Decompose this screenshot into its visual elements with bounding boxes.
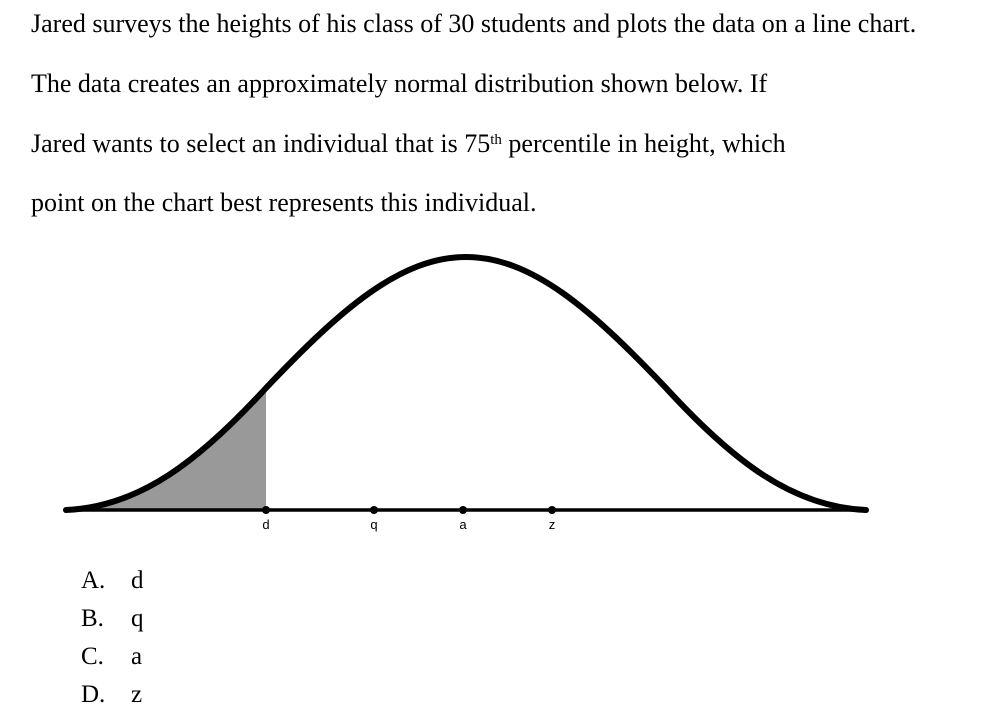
question-line-3-end: percentile in height, which — [501, 129, 786, 158]
choice-b-letter: B. — [81, 605, 104, 632]
point-z-label: z — [548, 517, 556, 532]
question-line-3-start: Jared wants to select an individual that is 75 — [31, 129, 491, 158]
choice-c[interactable] — [81, 642, 142, 672]
choice-a[interactable] — [81, 566, 144, 596]
choice-d-text: z — [131, 681, 143, 708]
point-d-marker — [262, 506, 270, 514]
choice-d-letter: D. — [81, 681, 106, 708]
question-line-2: The data creates an approximately normal distribution shown below. If — [31, 69, 768, 98]
point-q-marker — [370, 506, 378, 514]
ordinal-suffix: th — [490, 131, 502, 148]
choice-c-text: a — [131, 643, 143, 670]
choice-a-text: d — [131, 567, 144, 594]
choice-a-letter: A. — [81, 567, 106, 594]
question-line-1: Jared surveys the heights of his class of 30 students and plots the data on a line chart. — [31, 9, 917, 38]
choice-c-letter: C. — [81, 643, 104, 670]
point-z-marker — [548, 506, 556, 514]
choice-b[interactable] — [81, 604, 144, 634]
shaded-area-left-of-d — [66, 388, 266, 510]
point-a-label: a — [459, 517, 467, 532]
point-q-label: q — [370, 517, 378, 532]
question-line-4: point on the chart best represents this individual. — [31, 188, 537, 217]
choice-d[interactable] — [81, 680, 142, 710]
choice-b-text: q — [131, 605, 144, 632]
point-a-marker — [459, 506, 467, 514]
point-d-label: d — [262, 517, 270, 532]
